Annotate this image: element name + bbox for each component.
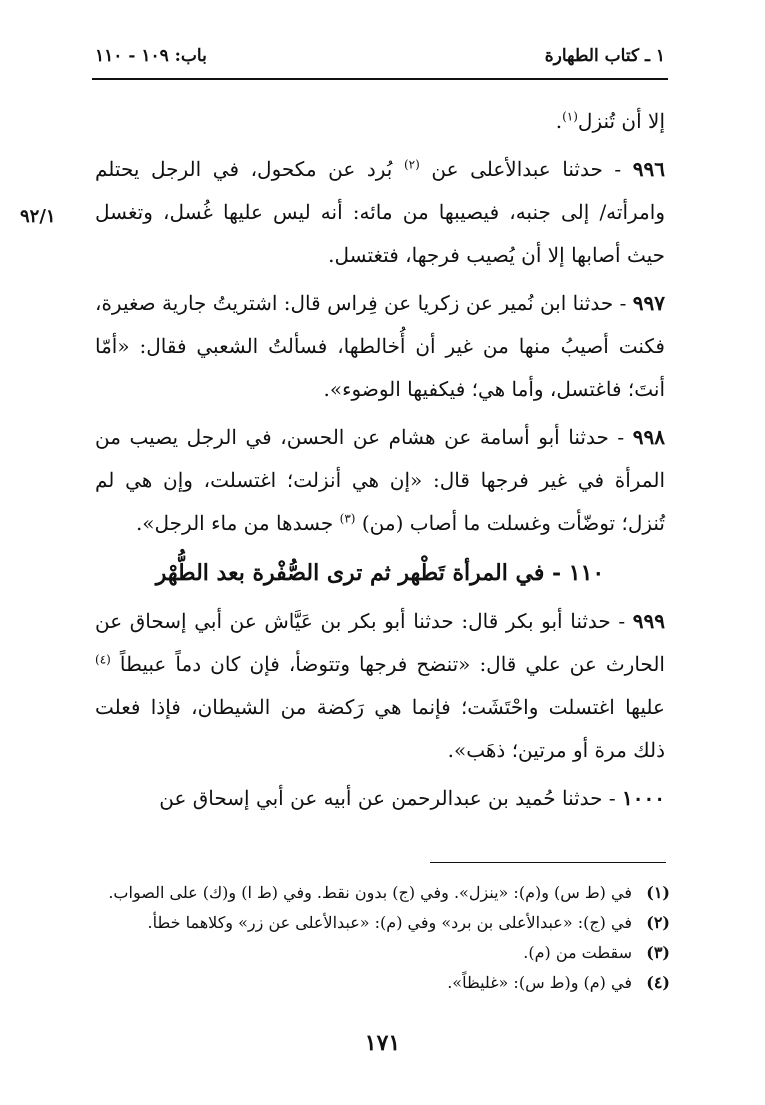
intro-end: . (555, 109, 563, 133)
intro-text: إلا أن تُنزل (577, 109, 665, 133)
footnote-number: (١) (646, 883, 670, 902)
hadith-999 (95, 600, 665, 772)
book-title: ١ ـ كتاب الطهارة (544, 46, 665, 66)
footnote-text: سقطت من (م). (523, 943, 632, 962)
hadith-text-b: جسدها من ماء الرجل». (135, 511, 340, 535)
hadith-text-a: - حدثنا أبو بكر قال: حدثنا أبو بكر بن عَيَّاش عن أبي إسحاق عن الحارث عن علي قال: «تنضح فرجها وتتوضأ، فإن كان دماً عبيطاً (95, 609, 665, 676)
footnote-3 (95, 938, 670, 968)
hadith-1000 (95, 777, 665, 820)
footnote-number: (٢) (646, 913, 670, 932)
hadith-998 (95, 416, 665, 545)
footnote-text: في (ج): «عبدالأعلى بن برد» وفي (م): «عبدالأعلى عن زر» وكلاهما خطأ. (147, 913, 632, 932)
header-rule (92, 78, 668, 80)
hadith-text: - حدثنا ابن نُمير عن زكريا عن فِراس قال: اشتريتُ جارية صغيرة، فكنت أصيبُ منها من غير أن أُخالطها، فسألتُ الشعبي فقال: «أمّا أنتَ؛ فاغتسل، وأما هي؛ فيكفيها الوضوء». (95, 291, 665, 401)
footnote-number: (٤) (646, 973, 670, 992)
running-header (95, 40, 665, 80)
paragraph-intro (95, 100, 665, 143)
hadith-number: ٩٩٨ (632, 425, 665, 449)
footnote-4 (95, 968, 670, 998)
main-text (95, 100, 665, 825)
hadith-number: ١٠٠٠ (622, 786, 665, 810)
hadith-997 (95, 282, 665, 411)
hadith-text-a: - حدثنا أبو أسامة عن هشام عن الحسن، في الرجل يصيب من المرأة في غير فرجها قال: «إن هي أنزلت؛ اغتسلت، وإن هي لم تُنزل؛ توضّأت وغسلت ما أصاب (من) (95, 425, 665, 535)
hadith-text-b: بُرد عن مكحول، في الرجل يحتلم وامرأته/ إلى جنبه، فيصيبها من مائه: أنه ليس عليها غُسل، وتغسل حيث أصابها إلا أن يُصيب فرجها، فتغتسل. (95, 157, 665, 267)
hadith-text: - حدثنا حُميد بن عبدالرحمن عن أبيه عن أبي إسحاق عن (159, 786, 623, 810)
footnotes (95, 878, 670, 998)
hadith-number: ٩٩٦ (632, 157, 665, 181)
hadith-text-a: - حدثنا عبدالأعلى عن (419, 157, 633, 181)
footnote-2 (95, 908, 670, 938)
page-number: ١٧١ (364, 1030, 401, 1056)
hadith-number: ٩٩٧ (632, 291, 665, 315)
chapter-range: باب: ١٠٩ - ١١٠ (95, 46, 207, 66)
margin-volume-page-note: ٩٢/١ (20, 206, 56, 227)
footnote-ref-3: (٣) (339, 511, 356, 526)
footnote-number: (٣) (646, 943, 670, 962)
footnote-ref-2: (٢) (403, 157, 420, 172)
hadith-number: ٩٩٩ (632, 609, 665, 633)
hadith-text-b: عليها اغتسلت واحْتَشَت؛ فإنما هي رَكضة من الشيطان، فإذا فعلت ذلك مرة أو مرتين؛ ذهَب». (95, 695, 665, 762)
footnote-ref-1: (١) (562, 109, 578, 124)
footnote-ref-4: (٤) (95, 652, 111, 667)
footnote-text: في (ط س) و(م): «ينزل». وفي (ج) بدون نقط. وفي (ط ا) و(ك) على الصواب. (108, 883, 632, 902)
hadith-996 (95, 148, 665, 277)
section-heading: ١١٠ - في المرأة تَطْهر ثم ترى الصُّفْرة بعد الطُّهْر (155, 560, 605, 586)
footnote-rule (430, 862, 666, 863)
footnote-1 (95, 878, 670, 908)
footnote-text: في (م) و(ط س): «غليظاً». (447, 973, 632, 992)
